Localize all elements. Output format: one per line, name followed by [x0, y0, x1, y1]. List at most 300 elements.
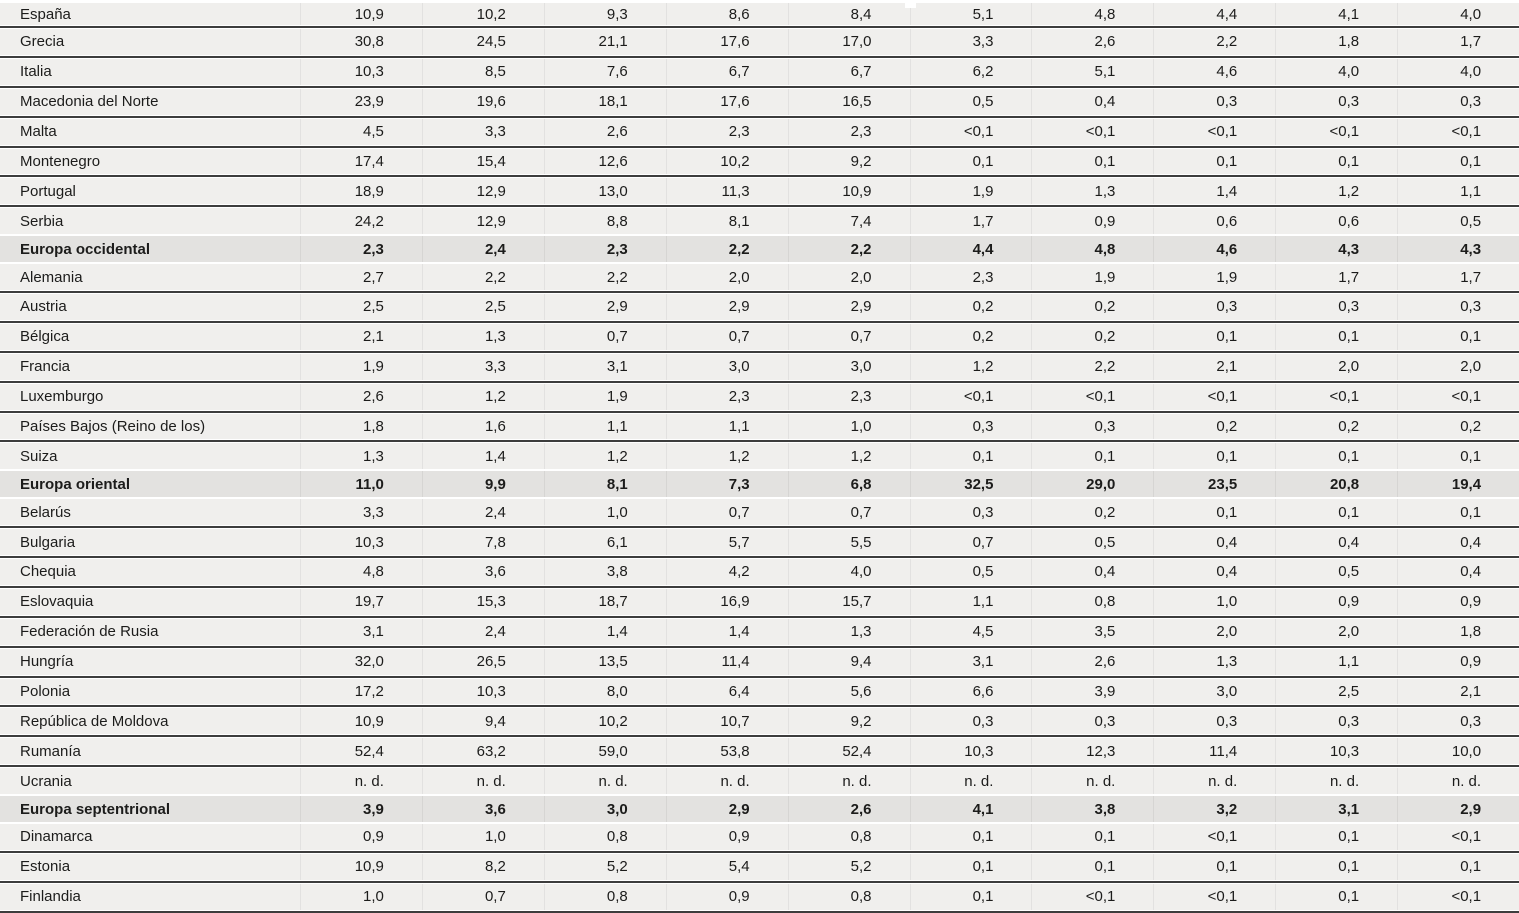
value-cell: 11,3 — [666, 178, 788, 204]
table-row — [0, 767, 1519, 795]
value-cell: 0,3 — [1397, 89, 1519, 115]
value-cell: 0,1 — [1031, 824, 1153, 850]
value-cell: 0,9 — [666, 884, 788, 910]
value-cell: 0,3 — [910, 499, 1032, 525]
value-cell: 2,3 — [788, 119, 910, 145]
value-cell: 1,3 — [422, 324, 544, 350]
value-cell: 0,8 — [1031, 589, 1153, 615]
value-cell: 29,0 — [1031, 471, 1153, 497]
value-cell: <0,1 — [1153, 384, 1275, 410]
value-cell: 1,9 — [1153, 264, 1275, 290]
value-cell: 9,2 — [788, 708, 910, 734]
table-row — [0, 737, 1519, 765]
value-cell: 20,8 — [1275, 471, 1397, 497]
value-cell: 0,4 — [1031, 89, 1153, 115]
value-cell: 2,2 — [788, 236, 910, 262]
value-cell: 17,6 — [666, 89, 788, 115]
value-cell: n. d. — [666, 768, 788, 794]
value-cell: 0,3 — [1275, 294, 1397, 320]
table-row — [0, 883, 1519, 911]
value-cell: 2,0 — [1153, 619, 1275, 645]
value-cell: 1,3 — [300, 443, 422, 469]
value-cell: 17,2 — [300, 679, 422, 705]
table-row — [0, 28, 1519, 56]
value-cell: 0,2 — [1275, 414, 1397, 440]
country-name: Luxemburgo — [20, 389, 104, 405]
value-cell: 10,9 — [788, 178, 910, 204]
value-cell: 7,6 — [544, 59, 666, 85]
value-cell: 7,4 — [788, 208, 910, 234]
value-cell: 0,3 — [1275, 89, 1397, 115]
value-cell: 2,2 — [1031, 354, 1153, 380]
value-cell: 1,1 — [666, 414, 788, 440]
column-group-gap — [905, 0, 916, 8]
value-cell: 5,6 — [788, 679, 910, 705]
value-cell: 10,9 — [300, 854, 422, 880]
value-cell: 0,2 — [910, 294, 1032, 320]
table-row — [0, 618, 1519, 646]
country-name: Estonia — [20, 859, 71, 875]
value-cell: 3,2 — [1153, 796, 1275, 822]
value-cell: 2,9 — [666, 294, 788, 320]
value-cell: 18,9 — [300, 178, 422, 204]
value-cell: 1,9 — [544, 384, 666, 410]
value-cell: 2,6 — [300, 384, 422, 410]
value-cell: 1,7 — [910, 208, 1032, 234]
region-name: Europa oriental — [20, 476, 131, 492]
value-cell: 1,2 — [544, 443, 666, 469]
value-cell: 19,7 — [300, 589, 422, 615]
value-cell: 2,0 — [1275, 354, 1397, 380]
value-cell: <0,1 — [1275, 119, 1397, 145]
value-cell: <0,1 — [910, 119, 1032, 145]
value-cell: 3,1 — [910, 649, 1032, 675]
value-cell: 4,0 — [788, 559, 910, 585]
value-cell: 24,5 — [422, 29, 544, 55]
value-cell: 1,1 — [1397, 178, 1519, 204]
country-name: Montenegro — [20, 154, 101, 169]
value-cell: <0,1 — [1397, 884, 1519, 910]
value-cell: <0,1 — [1397, 119, 1519, 145]
table-row — [0, 148, 1519, 176]
value-cell: 0,2 — [910, 324, 1032, 350]
country-name: Alemania — [20, 269, 83, 285]
table-row — [0, 323, 1519, 351]
table-row — [0, 88, 1519, 116]
value-cell: 4,8 — [300, 559, 422, 585]
value-cell: 4,1 — [910, 796, 1032, 822]
value-cell: 0,1 — [1153, 324, 1275, 350]
value-cell: 0,1 — [1397, 324, 1519, 350]
value-cell: 0,1 — [1275, 824, 1397, 850]
country-name: Dinamarca — [20, 829, 93, 845]
value-cell: 0,1 — [1153, 854, 1275, 880]
value-cell: 32,0 — [300, 649, 422, 675]
value-cell: 0,1 — [910, 149, 1032, 175]
table-row — [0, 648, 1519, 676]
value-cell: 0,3 — [1031, 414, 1153, 440]
value-cell: 15,4 — [422, 149, 544, 175]
value-cell: 15,3 — [422, 589, 544, 615]
value-cell: 0,3 — [1153, 294, 1275, 320]
value-cell: 8,5 — [422, 59, 544, 85]
value-cell: 0,1 — [1275, 149, 1397, 175]
value-cell: 10,0 — [1397, 738, 1519, 764]
value-cell: 0,7 — [788, 499, 910, 525]
value-cell: 4,2 — [666, 559, 788, 585]
value-cell: <0,1 — [1397, 824, 1519, 850]
value-cell: 3,0 — [666, 354, 788, 380]
value-cell: 3,0 — [1153, 679, 1275, 705]
value-cell: 0,9 — [1397, 589, 1519, 615]
table-row — [0, 177, 1519, 205]
value-cell: n. d. — [1031, 768, 1153, 794]
value-cell: 1,2 — [1275, 178, 1397, 204]
value-cell: 9,4 — [788, 649, 910, 675]
value-cell: 0,1 — [1275, 884, 1397, 910]
value-cell: 0,8 — [788, 824, 910, 850]
value-cell: 12,9 — [422, 208, 544, 234]
value-cell: 1,0 — [544, 499, 666, 525]
table-row — [0, 498, 1519, 526]
value-cell: 1,8 — [1397, 619, 1519, 645]
region-name: Europa septentrional — [20, 801, 171, 817]
value-cell: 3,5 — [1031, 619, 1153, 645]
country-name: Chequia — [20, 564, 76, 580]
value-cell: 16,9 — [666, 589, 788, 615]
table-row — [0, 207, 1519, 235]
value-cell: 3,1 — [300, 619, 422, 645]
value-cell: 0,3 — [1397, 708, 1519, 734]
value-cell: 10,2 — [544, 708, 666, 734]
value-cell: 2,4 — [422, 499, 544, 525]
value-cell: n. d. — [1275, 768, 1397, 794]
value-cell: 12,9 — [422, 178, 544, 204]
value-cell: 2,9 — [788, 294, 910, 320]
value-cell: 2,3 — [544, 236, 666, 262]
value-cell: 1,7 — [1275, 264, 1397, 290]
value-cell: 0,1 — [1153, 443, 1275, 469]
value-cell: 52,4 — [788, 738, 910, 764]
value-cell: 2,1 — [300, 324, 422, 350]
value-cell: 0,7 — [666, 324, 788, 350]
value-cell: 1,1 — [1275, 649, 1397, 675]
value-cell: 3,1 — [1275, 796, 1397, 822]
value-cell: 0,1 — [1275, 443, 1397, 469]
value-cell: 2,9 — [544, 294, 666, 320]
table-row — [0, 383, 1519, 411]
table-row — [0, 293, 1519, 321]
value-cell: 3,6 — [422, 559, 544, 585]
value-cell: 10,2 — [422, 3, 544, 25]
value-cell: 2,4 — [422, 619, 544, 645]
value-cell: 9,3 — [544, 3, 666, 25]
value-cell: 0,8 — [544, 884, 666, 910]
table-row — [0, 3, 1519, 26]
value-cell: 17,4 — [300, 149, 422, 175]
value-cell: 59,0 — [544, 738, 666, 764]
country-name: Serbia — [20, 213, 64, 229]
value-cell: 1,4 — [422, 443, 544, 469]
value-cell: 0,9 — [1275, 589, 1397, 615]
value-cell: 10,9 — [300, 3, 422, 25]
value-cell: 10,3 — [910, 738, 1032, 764]
table-row — [0, 678, 1519, 706]
value-cell: n. d. — [788, 768, 910, 794]
table-row — [0, 118, 1519, 146]
value-cell: 4,5 — [910, 619, 1032, 645]
value-cell: 5,1 — [910, 3, 1032, 25]
value-cell: 0,1 — [1397, 854, 1519, 880]
value-cell: 0,7 — [910, 529, 1032, 555]
country-name: Belarús — [20, 504, 71, 520]
country-name: Austria — [20, 299, 67, 315]
value-cell: 0,1 — [910, 854, 1032, 880]
value-cell: 5,2 — [788, 854, 910, 880]
value-cell: 5,7 — [666, 529, 788, 555]
value-cell: 0,6 — [1275, 208, 1397, 234]
value-cell: 0,3 — [910, 414, 1032, 440]
value-cell: 0,3 — [1275, 708, 1397, 734]
table-row — [0, 442, 1519, 470]
table-row-region — [0, 795, 1519, 823]
value-cell: 2,3 — [300, 236, 422, 262]
value-cell: 1,6 — [422, 414, 544, 440]
value-cell: 24,2 — [300, 208, 422, 234]
value-cell: 1,3 — [1031, 178, 1153, 204]
value-cell: 4,4 — [1153, 3, 1275, 25]
value-cell: 3,0 — [544, 796, 666, 822]
value-cell: <0,1 — [910, 384, 1032, 410]
value-cell: 6,4 — [666, 679, 788, 705]
value-cell: 8,0 — [544, 679, 666, 705]
value-cell: 0,1 — [1275, 499, 1397, 525]
value-cell: 4,3 — [1397, 236, 1519, 262]
value-cell: n. d. — [544, 768, 666, 794]
value-cell: 0,3 — [1031, 708, 1153, 734]
value-cell: 8,6 — [666, 3, 788, 25]
value-cell: 18,7 — [544, 589, 666, 615]
value-cell: 1,0 — [788, 414, 910, 440]
country-name: Suiza — [20, 448, 58, 464]
value-cell: <0,1 — [1397, 384, 1519, 410]
value-cell: 0,1 — [910, 884, 1032, 910]
value-cell: 0,9 — [1397, 649, 1519, 675]
value-cell: 0,4 — [1397, 559, 1519, 585]
value-cell: 0,4 — [1031, 559, 1153, 585]
value-cell: 10,7 — [666, 708, 788, 734]
value-cell: 21,1 — [544, 29, 666, 55]
value-cell: 3,8 — [1031, 796, 1153, 822]
value-cell: 3,1 — [544, 354, 666, 380]
value-cell: n. d. — [422, 768, 544, 794]
table-row — [0, 707, 1519, 735]
value-cell: 4,6 — [1153, 236, 1275, 262]
value-cell: 4,5 — [300, 119, 422, 145]
value-cell: 8,1 — [666, 208, 788, 234]
value-cell: 0,1 — [1275, 324, 1397, 350]
value-cell: 0,1 — [1031, 149, 1153, 175]
value-cell: 0,2 — [1031, 499, 1153, 525]
country-name: Federación de Rusia — [20, 624, 159, 640]
value-cell: 1,4 — [1153, 178, 1275, 204]
value-cell: 1,4 — [544, 619, 666, 645]
value-cell: 18,1 — [544, 89, 666, 115]
value-cell: 1,1 — [544, 414, 666, 440]
value-cell: 12,6 — [544, 149, 666, 175]
country-name: Hungría — [20, 654, 74, 670]
value-cell: 16,5 — [788, 89, 910, 115]
value-cell: 2,0 — [788, 264, 910, 290]
value-cell: 0,5 — [1275, 559, 1397, 585]
value-cell: 0,7 — [788, 324, 910, 350]
value-cell: 2,2 — [666, 236, 788, 262]
value-cell: 23,9 — [300, 89, 422, 115]
value-cell: 1,7 — [1397, 29, 1519, 55]
value-cell: 1,2 — [910, 354, 1032, 380]
value-cell: 30,8 — [300, 29, 422, 55]
value-cell: 0,7 — [544, 324, 666, 350]
value-cell: 8,2 — [422, 854, 544, 880]
value-cell: 1,2 — [666, 443, 788, 469]
table-row — [0, 823, 1519, 851]
value-cell: 2,1 — [1153, 354, 1275, 380]
value-cell: 1,0 — [300, 884, 422, 910]
value-cell: 5,2 — [544, 854, 666, 880]
value-cell: 0,3 — [1153, 89, 1275, 115]
value-cell: 0,8 — [544, 824, 666, 850]
country-name: Eslovaquia — [20, 594, 94, 610]
country-name: Bélgica — [20, 329, 70, 345]
value-cell: 1,9 — [1031, 264, 1153, 290]
value-cell: 1,2 — [422, 384, 544, 410]
table-row — [0, 413, 1519, 441]
value-cell: 1,2 — [788, 443, 910, 469]
value-cell: 1,9 — [300, 354, 422, 380]
value-cell: 0,1 — [1397, 443, 1519, 469]
value-cell: <0,1 — [1031, 384, 1153, 410]
value-cell: 2,6 — [1031, 649, 1153, 675]
value-cell: 0,4 — [1153, 559, 1275, 585]
value-cell: 0,2 — [1153, 414, 1275, 440]
value-cell: 0,1 — [1397, 149, 1519, 175]
value-cell: 0,3 — [1153, 708, 1275, 734]
country-name: República de Moldova — [20, 713, 169, 729]
value-cell: 1,1 — [910, 589, 1032, 615]
country-name: Macedonia del Norte — [20, 94, 159, 110]
value-cell: 63,2 — [422, 738, 544, 764]
value-cell: 17,0 — [788, 29, 910, 55]
value-cell: 9,9 — [422, 471, 544, 497]
value-cell: 3,6 — [422, 796, 544, 822]
value-cell: 11,4 — [666, 649, 788, 675]
table-row — [0, 558, 1519, 586]
value-cell: 26,5 — [422, 649, 544, 675]
value-cell: 0,4 — [1153, 529, 1275, 555]
value-cell: 2,7 — [300, 264, 422, 290]
value-cell: 1,8 — [1275, 29, 1397, 55]
value-cell: 6,7 — [788, 59, 910, 85]
value-cell: 2,2 — [1153, 29, 1275, 55]
value-cell: 3,3 — [300, 499, 422, 525]
country-name: Italia — [20, 64, 52, 80]
value-cell: 2,2 — [422, 264, 544, 290]
value-cell: 1,3 — [1153, 649, 1275, 675]
value-cell: 1,7 — [1397, 264, 1519, 290]
value-cell: 4,1 — [1275, 3, 1397, 25]
value-cell: 3,0 — [788, 354, 910, 380]
value-cell: 10,3 — [1275, 738, 1397, 764]
value-cell: 2,9 — [666, 796, 788, 822]
value-cell: 5,5 — [788, 529, 910, 555]
value-cell: n. d. — [300, 768, 422, 794]
country-name: Polonia — [20, 684, 71, 700]
value-cell: 0,5 — [1397, 208, 1519, 234]
value-cell: 3,8 — [544, 559, 666, 585]
value-cell: 1,0 — [422, 824, 544, 850]
value-cell: 0,1 — [1275, 854, 1397, 880]
value-cell: 2,6 — [544, 119, 666, 145]
value-cell: 0,1 — [1031, 443, 1153, 469]
value-cell: 7,8 — [422, 529, 544, 555]
value-cell: 0,9 — [666, 824, 788, 850]
country-name: Bulgaria — [20, 534, 76, 550]
value-cell: 10,2 — [666, 149, 788, 175]
table-row — [0, 528, 1519, 556]
table-row-region — [0, 235, 1519, 263]
value-cell: 11,4 — [1153, 738, 1275, 764]
value-cell: 3,9 — [300, 796, 422, 822]
table-row — [0, 853, 1519, 881]
value-cell: 17,6 — [666, 29, 788, 55]
value-cell: 19,4 — [1397, 471, 1519, 497]
value-cell: 15,7 — [788, 589, 910, 615]
value-cell: 0,2 — [1397, 414, 1519, 440]
country-name: España — [20, 6, 71, 22]
value-cell: 2,1 — [1397, 679, 1519, 705]
value-cell: 4,6 — [1153, 59, 1275, 85]
value-cell: n. d. — [910, 768, 1032, 794]
value-cell: 0,1 — [1153, 499, 1275, 525]
country-name: Portugal — [20, 183, 76, 199]
value-cell: 4,3 — [1275, 236, 1397, 262]
value-cell: 2,6 — [788, 796, 910, 822]
value-cell: 3,9 — [1031, 679, 1153, 705]
value-cell: 2,3 — [910, 264, 1032, 290]
value-cell: 4,4 — [910, 236, 1032, 262]
value-cell: 1,9 — [910, 178, 1032, 204]
value-cell: 23,5 — [1153, 471, 1275, 497]
value-cell: 0,1 — [1031, 854, 1153, 880]
value-cell: n. d. — [1153, 768, 1275, 794]
value-cell: 8,1 — [544, 471, 666, 497]
value-cell: 4,0 — [1397, 59, 1519, 85]
value-cell: 53,8 — [666, 738, 788, 764]
value-cell: 0,9 — [1031, 208, 1153, 234]
value-cell: 5,4 — [666, 854, 788, 880]
value-cell: 0,5 — [910, 559, 1032, 585]
region-name: Europa occidental — [20, 241, 151, 257]
table-row — [0, 263, 1519, 291]
value-cell: 13,5 — [544, 649, 666, 675]
value-cell: 10,9 — [300, 708, 422, 734]
value-cell: 11,0 — [300, 471, 422, 497]
country-name: Malta — [20, 124, 57, 140]
value-cell: 3,3 — [422, 354, 544, 380]
value-cell: 6,6 — [910, 679, 1032, 705]
value-cell: n. d. — [1397, 768, 1519, 794]
value-cell: 32,5 — [910, 471, 1032, 497]
